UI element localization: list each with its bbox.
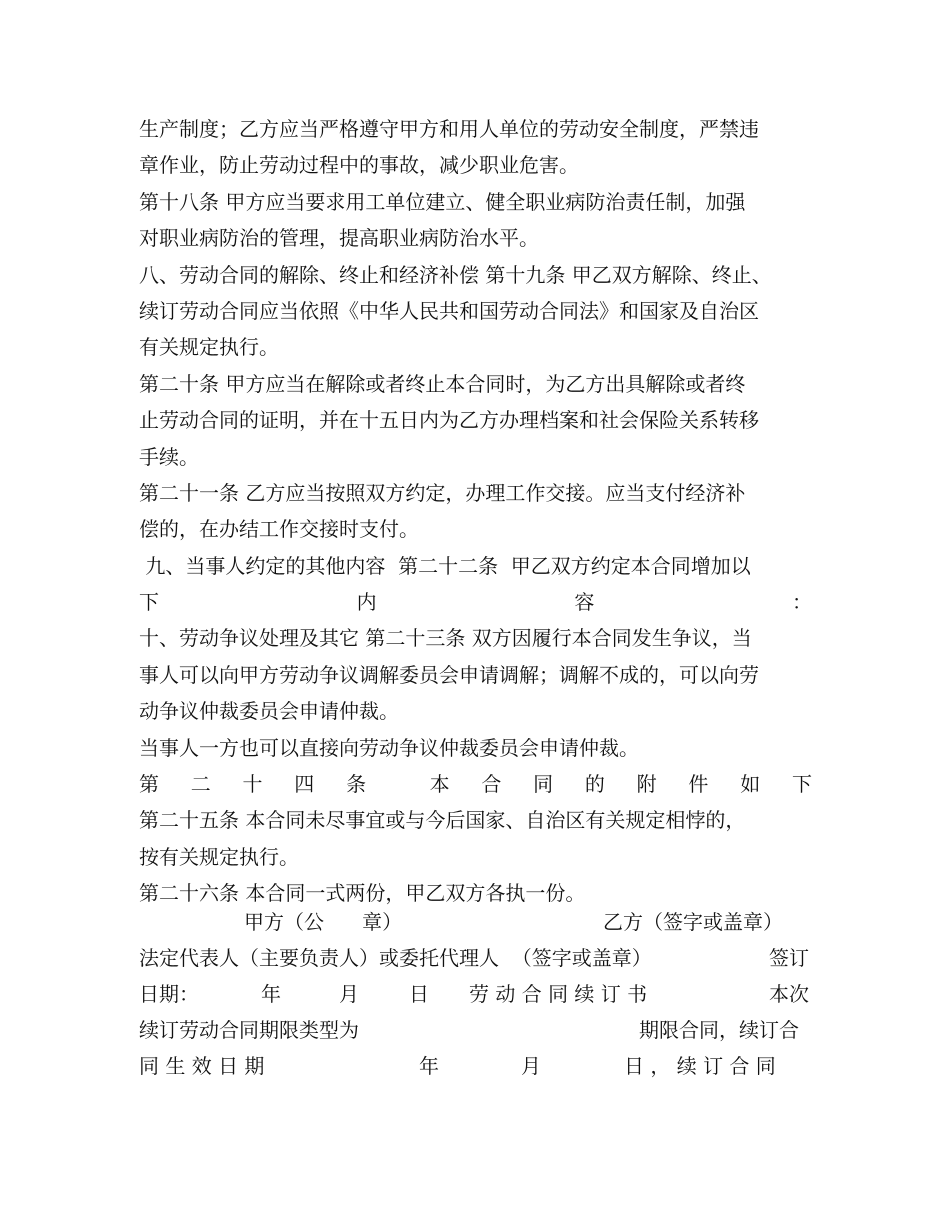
text-line: 手续。 xyxy=(139,445,199,469)
day-label: 日 xyxy=(409,982,429,1006)
justified-char: 下 xyxy=(139,590,159,614)
justified-char: 附 xyxy=(636,772,657,796)
signature-row xyxy=(139,902,812,942)
text-line: 第二十六条 本合同一式两份，甲乙双方各执一份。 xyxy=(139,881,586,905)
date-row xyxy=(139,974,812,1014)
justified-char: 本 xyxy=(429,772,450,796)
text-line: 按有关规定执行。 xyxy=(139,845,299,869)
text-line: 当事人一方也可以直接向劳动争议仲裁委员会申请仲裁。 xyxy=(139,736,639,760)
text-line: 第二十五条 本合同未尽事宜或与今后国家、自治区有关规定相悖的， xyxy=(139,808,746,832)
text-line: 章作业，防止劳动过程中的事故，减少职业危害。 xyxy=(139,153,579,177)
text-line: 止劳动合同的证明，并在十五日内为乙方办理档案和社会保险关系转移 xyxy=(139,408,759,432)
justified-char: 的 xyxy=(584,772,605,796)
justified-char: 第 xyxy=(139,772,159,796)
justified-line xyxy=(139,766,812,802)
justified-char: 下 xyxy=(791,772,812,796)
justified-char: 十 xyxy=(242,772,263,796)
justified-char: 二 xyxy=(190,772,211,796)
justified-line xyxy=(139,584,812,620)
representative-label: 法定代表人（主要负责人）或委托代理人 （签字或盖章） xyxy=(139,946,652,970)
text-line: 对职业病防治的管理，提高职业病防治水平。 xyxy=(139,226,539,250)
this-time-label: 本次 xyxy=(769,982,809,1006)
text-line: 十、劳动争议处理及其它 第二十三条 双方因履行本合同发生争议，当 xyxy=(139,626,752,650)
representative-row xyxy=(139,938,812,978)
justified-char: 件 xyxy=(688,772,709,796)
renew-contract-label: 日 ， 续 订 合 同 xyxy=(624,1054,776,1078)
text-line: 偿的，在办结工作交接时支付。 xyxy=(139,517,419,541)
text-line: 动争议仲裁委员会申请仲裁。 xyxy=(139,699,399,723)
year-label: 年 xyxy=(419,1054,439,1078)
text-line: 第二十条 甲方应当在解除或者终止本合同时，为乙方出具解除或者终 xyxy=(139,372,746,396)
justified-char: 内 xyxy=(356,590,377,614)
text-line: 事人可以向甲方劳动争议调解委员会申请调解；调解不成的，可以向劳 xyxy=(139,663,759,687)
month-label: 月 xyxy=(521,1054,541,1078)
justified-char: 同 xyxy=(533,772,554,796)
justified-char: 如 xyxy=(740,772,761,796)
text-line: 续订劳动合同应当依照《中华人民共和国劳动合同法》和国家及自治区 xyxy=(139,299,759,323)
date-label: 日期： xyxy=(139,982,199,1006)
justified-char: 条 xyxy=(346,772,367,796)
term-type-label: 期限合同，续订合 xyxy=(639,1018,799,1042)
text-line: 第二十一条 乙方应当按照双方约定，办理工作交接。应当支付经济补 xyxy=(139,481,746,505)
sign-label: 签订 xyxy=(769,946,809,970)
effective-date-row xyxy=(139,1046,812,1086)
text-line: 八、劳动合同的解除、终止和经济补偿 第十九条 甲乙双方解除、终止、 xyxy=(139,263,772,287)
text-line: 九、当事人约定的其他内容 第二十二条 甲乙双方约定本合同增加以 xyxy=(139,554,751,578)
text-line: 第十八条 甲方应当要求用工单位建立、健全职业病防治责任制，加强 xyxy=(139,190,746,214)
party-b-seal: 乙方（签字或盖章） xyxy=(603,910,783,934)
text-line: 生产制度；乙方应当严格遵守甲方和用人单位的劳动安全制度，严禁违 xyxy=(139,117,759,141)
renewal-title: 劳 动 合 同 续 订 书 xyxy=(469,982,648,1006)
year-label: 年 xyxy=(261,982,281,1006)
justified-char: 容 xyxy=(574,590,595,614)
justified-char: 四 xyxy=(294,772,315,796)
justified-char: ： xyxy=(791,590,812,614)
justified-char: 合 xyxy=(481,772,502,796)
effective-date-label: 同 生 效 日 期 xyxy=(139,1054,265,1078)
text-line: 有关规定执行。 xyxy=(139,335,279,359)
party-a-seal: 甲方（公 章） xyxy=(244,910,403,934)
term-type-row xyxy=(139,1010,812,1050)
renew-type-label: 续订劳动合同期限类型为 xyxy=(139,1018,359,1042)
month-label: 月 xyxy=(339,982,359,1006)
